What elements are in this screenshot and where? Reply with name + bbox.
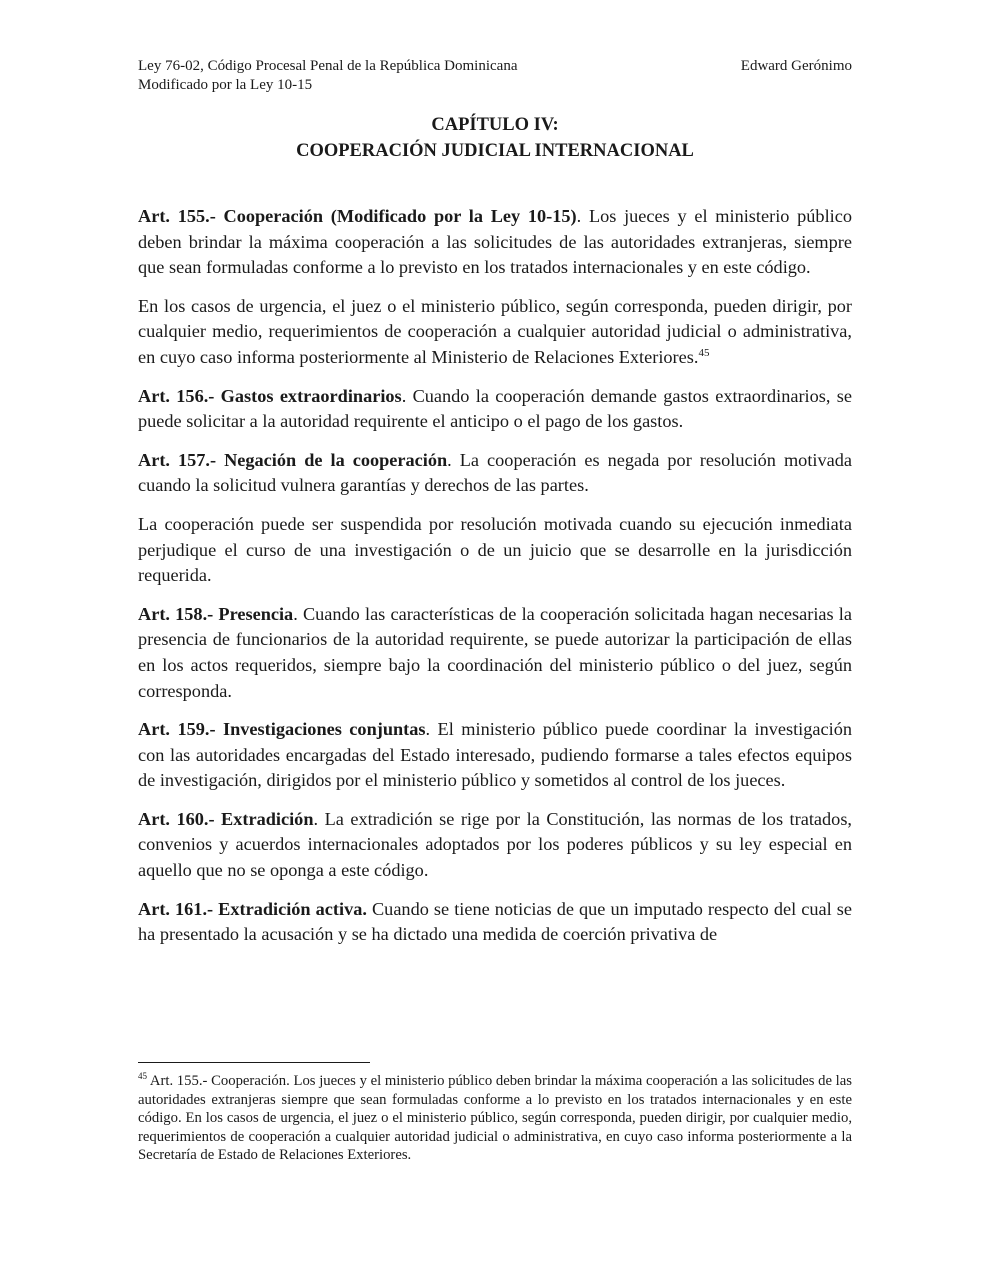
header-law-title: Ley 76-02, Código Procesal Penal de la República Dominicana xyxy=(138,58,518,74)
document-body xyxy=(138,204,852,948)
article-160 xyxy=(138,807,852,884)
article-title: Art. 155.- Cooperación (Modificado por la Ley 10-15) xyxy=(138,206,577,226)
article-161 xyxy=(138,897,852,948)
article-156 xyxy=(138,384,852,435)
article-text: . Cuando la cooperación demande gastos extraordinarios, se puede solicitar a la autoridad requirente el anticipo o el pago de los gastos. xyxy=(138,385,853,432)
article-157 xyxy=(138,448,852,499)
article-text: . Cuando las características de la cooperación solicitada hagan necesarias la presencia de funcionarios de la autoridad requirente, se puede autorizar la participación de ellas en los actos requeridos, siempre bajo la coordinación del ministerio público o del juez, según corresponda. xyxy=(138,603,852,701)
page-header xyxy=(138,57,852,95)
chapter-number: CAPÍTULO IV: xyxy=(431,115,559,135)
article-159 xyxy=(138,717,852,794)
article-title: Art. 157.- Negación de la cooperación xyxy=(138,449,448,470)
article-text: Cuando se tiene noticias de que un imputado respecto del cual se ha presentado la acusación y se ha dictado una medida de coerción privativa de xyxy=(138,898,852,945)
article-title: Art. 158.- Presencia xyxy=(138,603,294,624)
article-text: . La extradición se rige por la Constitución, las normas de los tratados, convenios y acuerdos internacionales adoptados por los poderes públicos y su ley especial en aquello que no se oponga a este código. xyxy=(138,808,852,881)
article-text: . El ministerio público puede coordinar la investigación con las autoridades encargadas del Estado interesado, pudiendo formarse a tales efectos equipos de investigación, dirigidos por el ministerio público y sometidos al control de los jueces. xyxy=(138,719,852,791)
article-text: . Los jueces y el ministerio público deben brindar la máxima cooperación a las solicitudes de las autoridades extranjeras, siempre que sean formuladas conforme a lo previsto en los tratados internacionales y en este código. xyxy=(138,206,852,278)
article-157-paragraph-2: La cooperación puede ser suspendida por resolución motivada cuando su ejecución inmediata perjudique el curso de una investigación o de un juicio que se desarrolle en la jurisdicción requerida. xyxy=(138,513,852,586)
article-155-paragraph-2 xyxy=(138,294,852,371)
article-title: Art. 161.- Extradición activa. xyxy=(138,898,367,919)
footnote-text: Art. 155.- Cooperación. Los jueces y el ministerio público deben brindar la máxima cooperación a las solicitudes de las autoridades extranjeras siempre que sean formuladas conforme a lo previsto en los tratados internacionales y en este código. En los casos de urgencia, el juez o el ministerio público, según corresponda, pueden dirigir, por cualquier medio, requerimientos de cooperación a cualquier autoridad judicial o administrativa, en cuyo caso informa posteriormente a la Secretaría de Estado de Relaciones Exteriores. xyxy=(138,1073,852,1164)
article-title: Art. 159.- Investigaciones conjuntas xyxy=(138,719,426,740)
footnote-reference[interactable]: 45 xyxy=(698,346,710,359)
footnote xyxy=(138,1072,852,1165)
chapter-title: COOPERACIÓN JUDICIAL INTERNACIONAL xyxy=(296,141,694,161)
header-author: Edward Gerónimo xyxy=(740,58,852,74)
article-text: . La cooperación es negada por resolución motivada cuando la solicitud vulnera garantías y derechos de las partes. xyxy=(138,449,852,496)
document-page xyxy=(138,57,852,961)
article-title: Art. 160.- Extradición xyxy=(138,808,314,829)
footnote-number: 45 xyxy=(138,1071,147,1082)
article-155 xyxy=(138,204,852,281)
article-158 xyxy=(138,602,852,704)
article-title: Art. 156.- Gastos extraordinarios xyxy=(138,385,402,406)
footnote-divider xyxy=(138,1062,370,1063)
chapter-heading xyxy=(138,112,852,164)
header-amendment: Modificado por la Ley 10-15 xyxy=(138,77,313,93)
article-text: En los casos de urgencia, el juez o el ministerio público, según corresponda, pueden dirigir, por cualquier medio, requerimientos de cooperación a cualquier autoridad judicial o administrativa, en cuyo caso informa posteriormente al Ministerio de Relaciones Exteriores. xyxy=(138,295,852,367)
